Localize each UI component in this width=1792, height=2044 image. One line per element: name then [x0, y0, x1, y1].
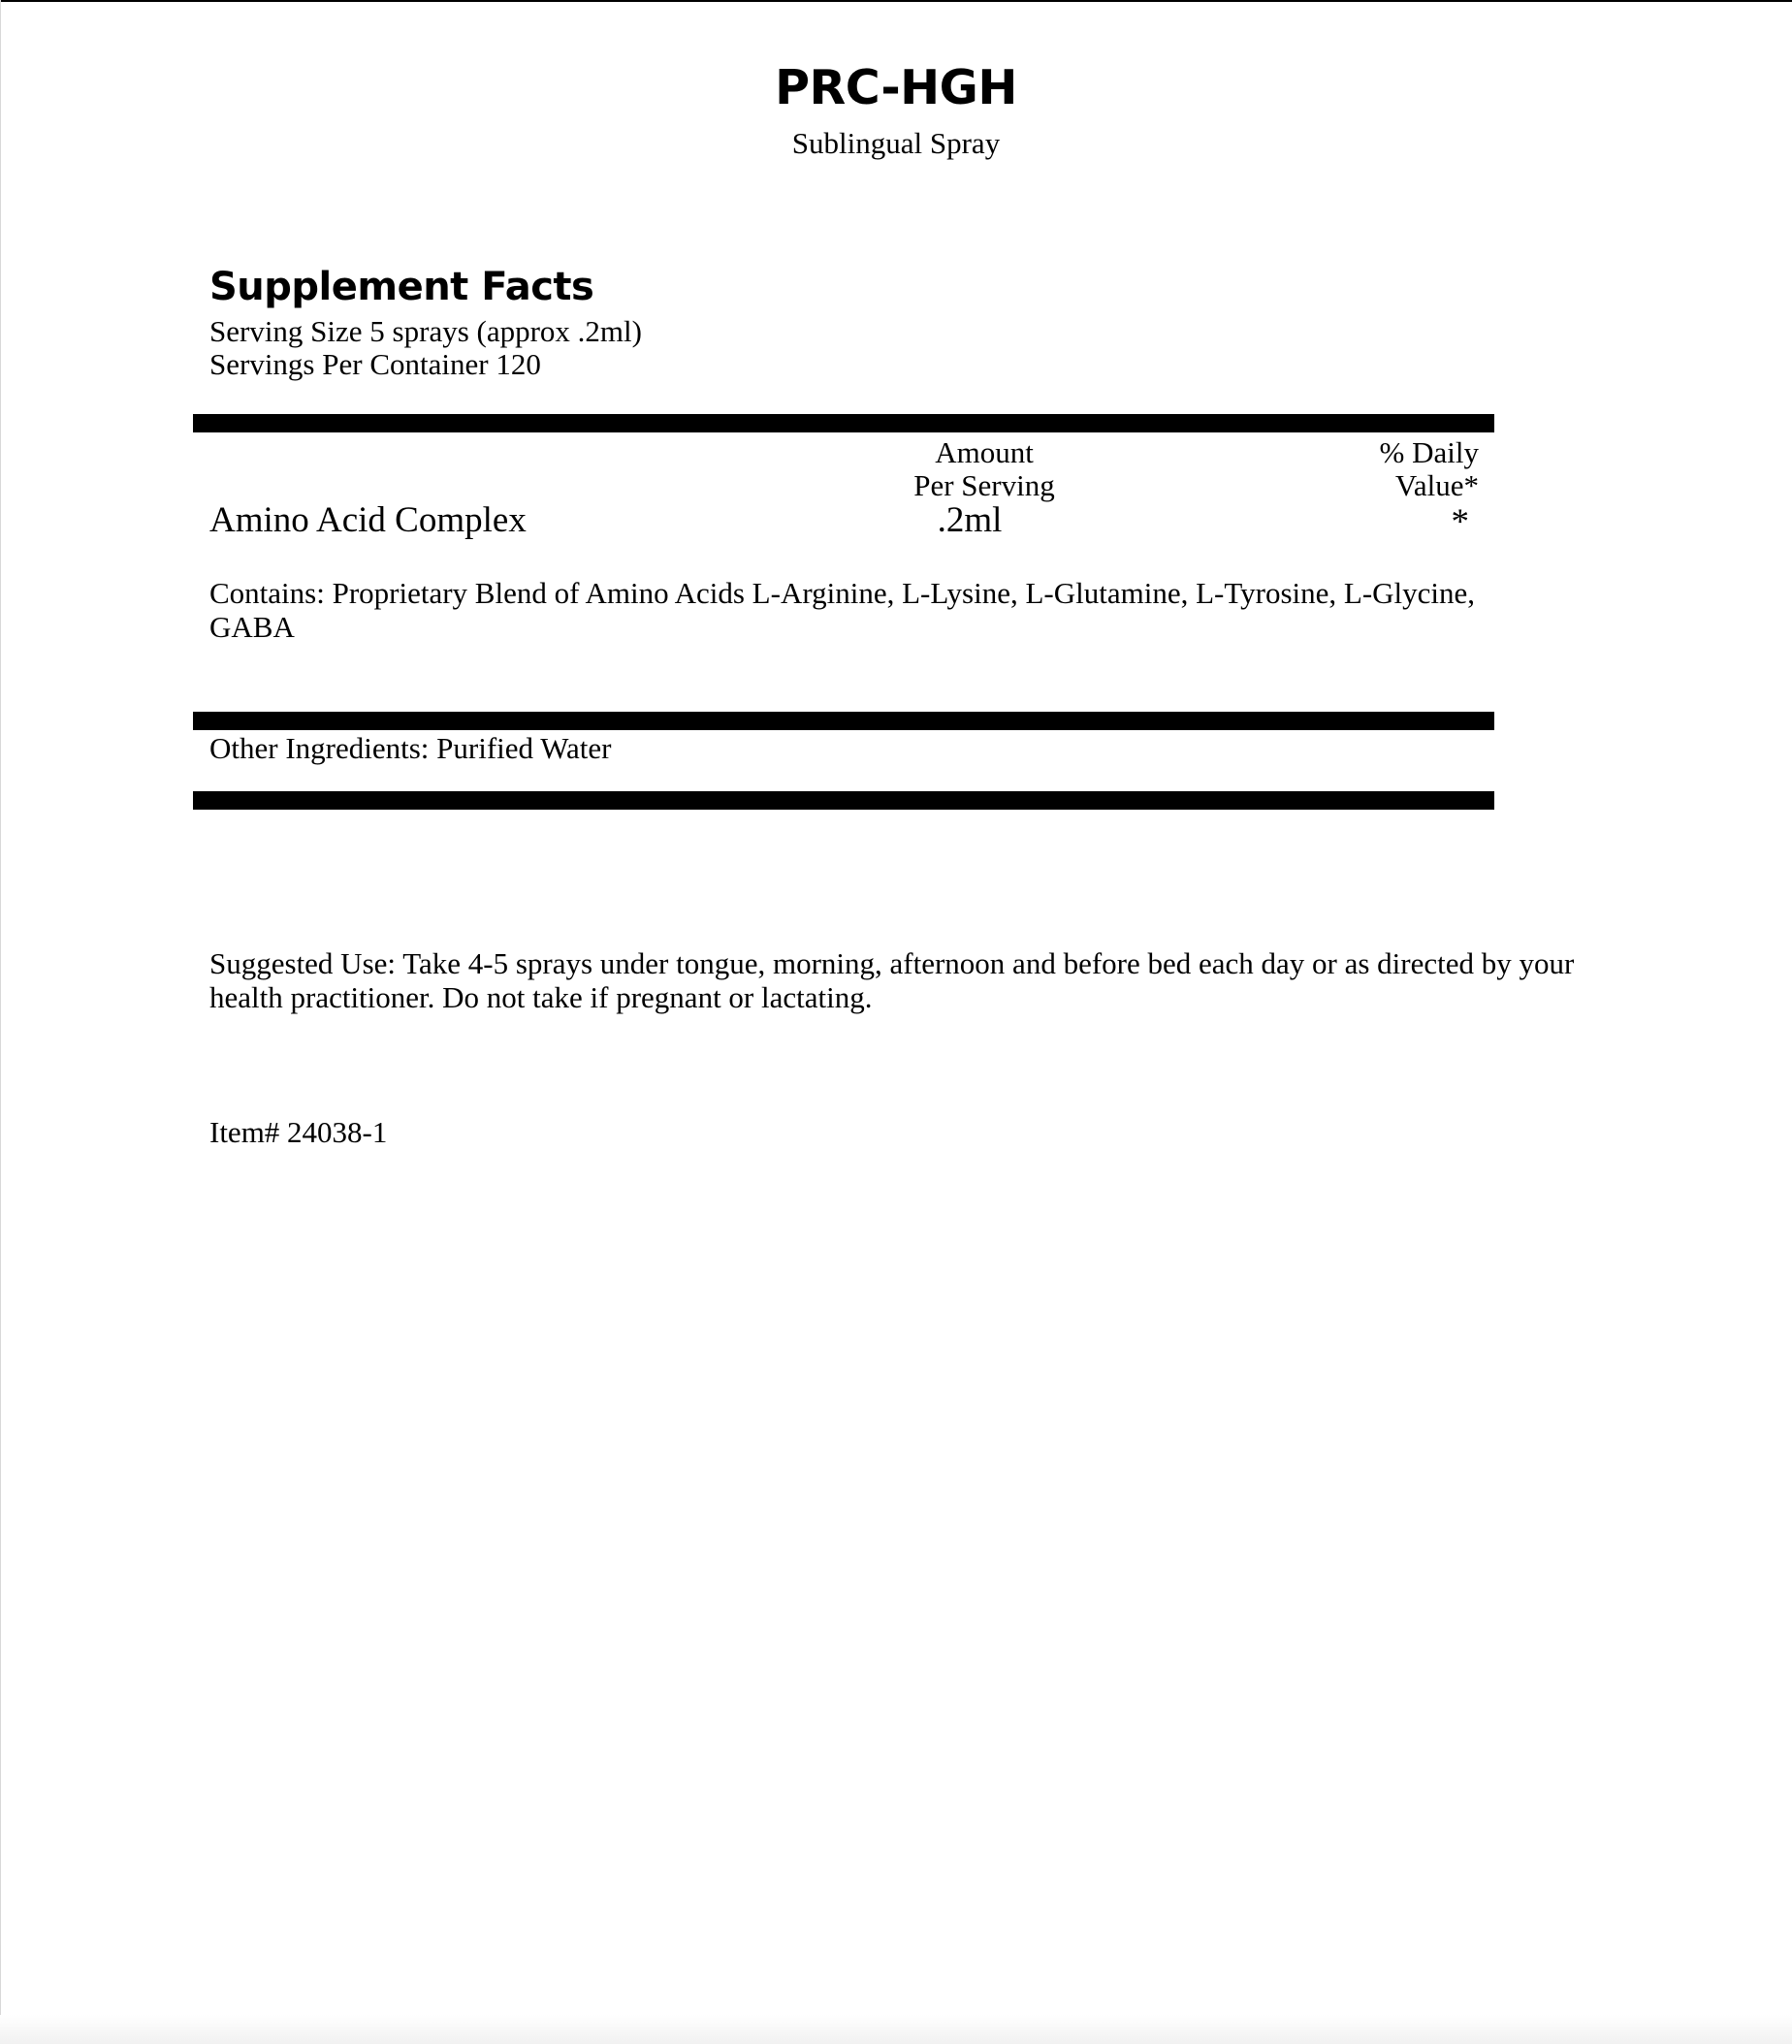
contains-text [209, 576, 1475, 644]
nutrient-amount: .2ml [937, 500, 1003, 540]
daily-header-line1: % Daily [1379, 435, 1479, 469]
suggested-use-line2: health practitioner. Do not take if pregnant or lactating. [209, 980, 873, 1014]
page-left-border [0, 0, 1, 2044]
daily-value-header [1261, 436, 1479, 502]
nutrient-name: Amino Acid Complex [209, 500, 527, 540]
amount-per-serving-header [853, 436, 1115, 502]
facts-bottom-rule [193, 791, 1494, 810]
suggested-use-text [209, 946, 1574, 1014]
amount-header-line1: Amount [935, 435, 1034, 469]
page-bottom-shade [0, 2015, 1792, 2044]
product-name: PRC-HGH [775, 60, 1017, 115]
amount-header-line2: Per Serving [913, 468, 1055, 502]
facts-top-rule [193, 414, 1494, 432]
item-number: Item# 24038-1 [209, 1115, 388, 1149]
suggested-use-line1: Suggested Use: Take 4-5 sprays under tongue, morning, afternoon and before bed each day or as directed by your [209, 946, 1575, 980]
page-top-border [0, 0, 1792, 2]
contains-line2: GABA [209, 610, 295, 644]
daily-header-line2: Value* [1394, 468, 1479, 502]
other-ingredients: Other Ingredients: Purified Water [209, 731, 612, 765]
servings-per-container: Servings Per Container 120 [209, 347, 541, 381]
contains-line1: Contains: Proprietary Blend of Amino Acids L-Arginine, L-Lysine, L-Glutamine, L-Tyrosine, L-Glycine, [209, 576, 1476, 610]
facts-middle-rule [193, 712, 1494, 730]
supplement-facts-title: Supplement Facts [209, 265, 594, 309]
nutrient-daily-value: * [1451, 502, 1469, 542]
product-subtitle: Sublingual Spray [791, 126, 1001, 160]
serving-size: Serving Size 5 sprays (approx .2ml) [209, 314, 642, 348]
